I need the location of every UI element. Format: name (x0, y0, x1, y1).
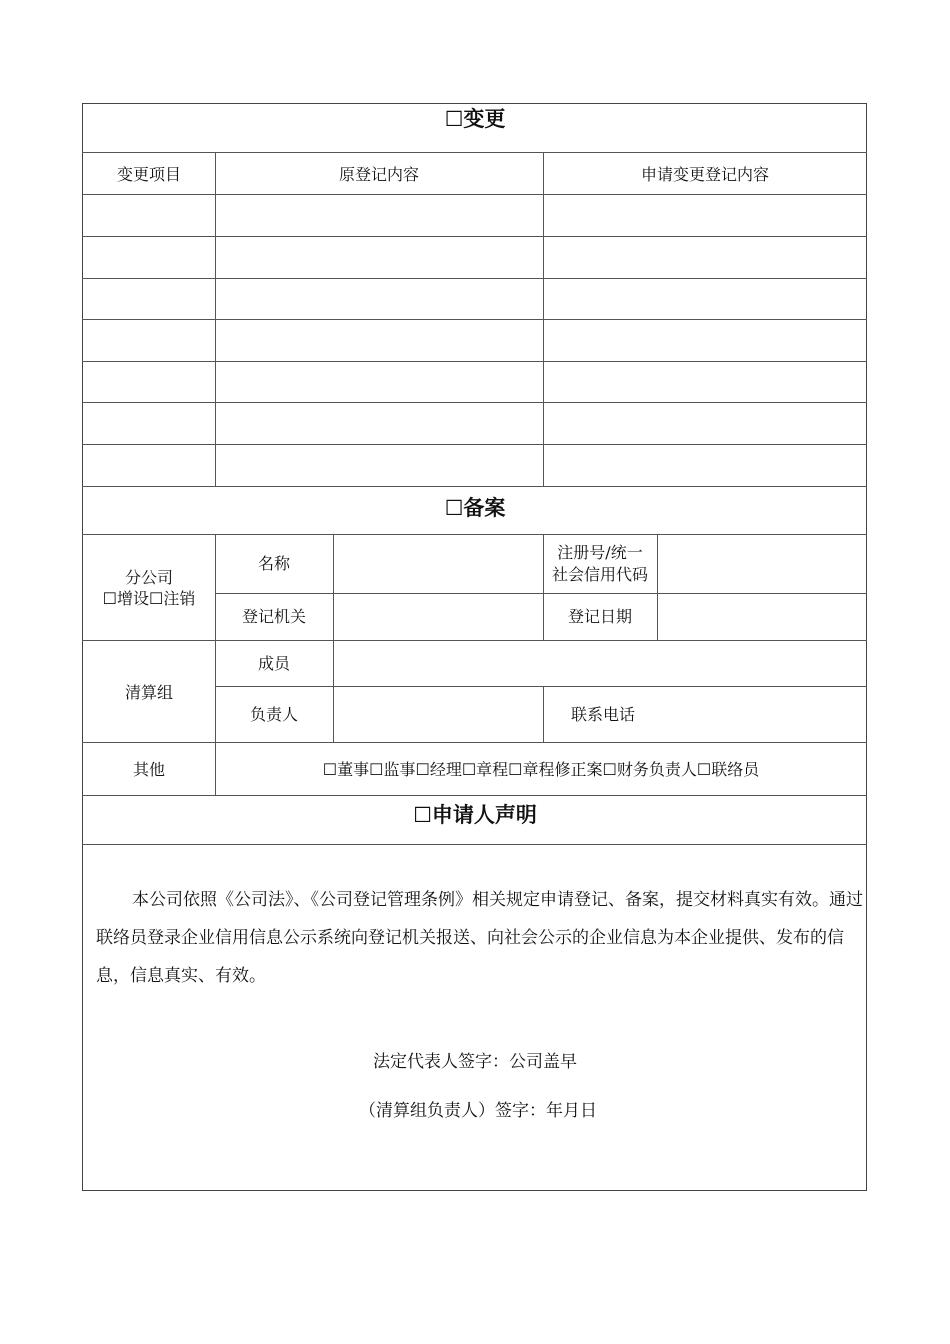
signature-line: （清算组负责人）签字：年月日 (359, 1101, 597, 1121)
divider (82, 486, 867, 487)
column-header-original: 原登记内容 (338, 165, 420, 184)
column-header-item: 变更项目 (116, 165, 182, 184)
signature-line: 法定代表人签字：公司盖早 (373, 1052, 577, 1072)
divider (543, 534, 544, 640)
column-header-new: 申请变更登记内容 (640, 165, 770, 184)
record-section-title: ☐备案 (444, 496, 506, 520)
divider (82, 742, 867, 743)
divider (82, 278, 867, 279)
divider (82, 236, 867, 237)
reg-date-label: 登记日期 (567, 607, 633, 626)
branch-options[interactable]: ☐增设☐注销 (102, 589, 196, 608)
divider (215, 686, 867, 687)
reg-no-label: 社会信用代码 (551, 565, 649, 584)
divider (82, 319, 867, 320)
divider (215, 152, 216, 486)
other-options[interactable]: ☐董事☐监事☐经理☐章程☐章程修正案☐财务负责人☐联络员 (322, 760, 760, 779)
divider (543, 152, 544, 486)
liquidation-label: 清算组 (124, 683, 174, 702)
members-label: 成员 (257, 654, 291, 673)
divider (215, 534, 216, 795)
divider (82, 640, 867, 641)
authority-label: 登记机关 (241, 607, 307, 626)
declaration-text: 本公司依照《公司法》、《公司登记管理条例》相关规定申请登记、备案，提交材料真实有效。通过联络员登录企业信用信息公示系统向登记机关报送、向社会公示的企业信息为本企业提供、发布的信息，信息真实、有效。 (96, 890, 863, 986)
divider (82, 194, 867, 195)
declaration-section-title: ☐申请人声明 (413, 803, 537, 827)
divider (82, 844, 867, 845)
divider (82, 402, 867, 403)
divider (657, 534, 658, 640)
other-label: 其他 (132, 760, 166, 779)
divider (82, 795, 867, 796)
divider (82, 361, 867, 362)
divider (82, 152, 867, 153)
reg-no-label: 注册号/统一 (557, 543, 643, 562)
divider (333, 534, 334, 742)
leader-label: 负责人 (249, 705, 299, 724)
change-section-title: ☐变更 (444, 107, 506, 131)
divider (215, 593, 867, 594)
divider (543, 686, 544, 742)
divider (82, 534, 867, 535)
name-label: 名称 (257, 554, 291, 573)
divider (82, 444, 867, 445)
phone-label: 联系电话 (570, 705, 636, 724)
branch-label: 分公司 (124, 568, 174, 587)
application-form (82, 103, 867, 1191)
